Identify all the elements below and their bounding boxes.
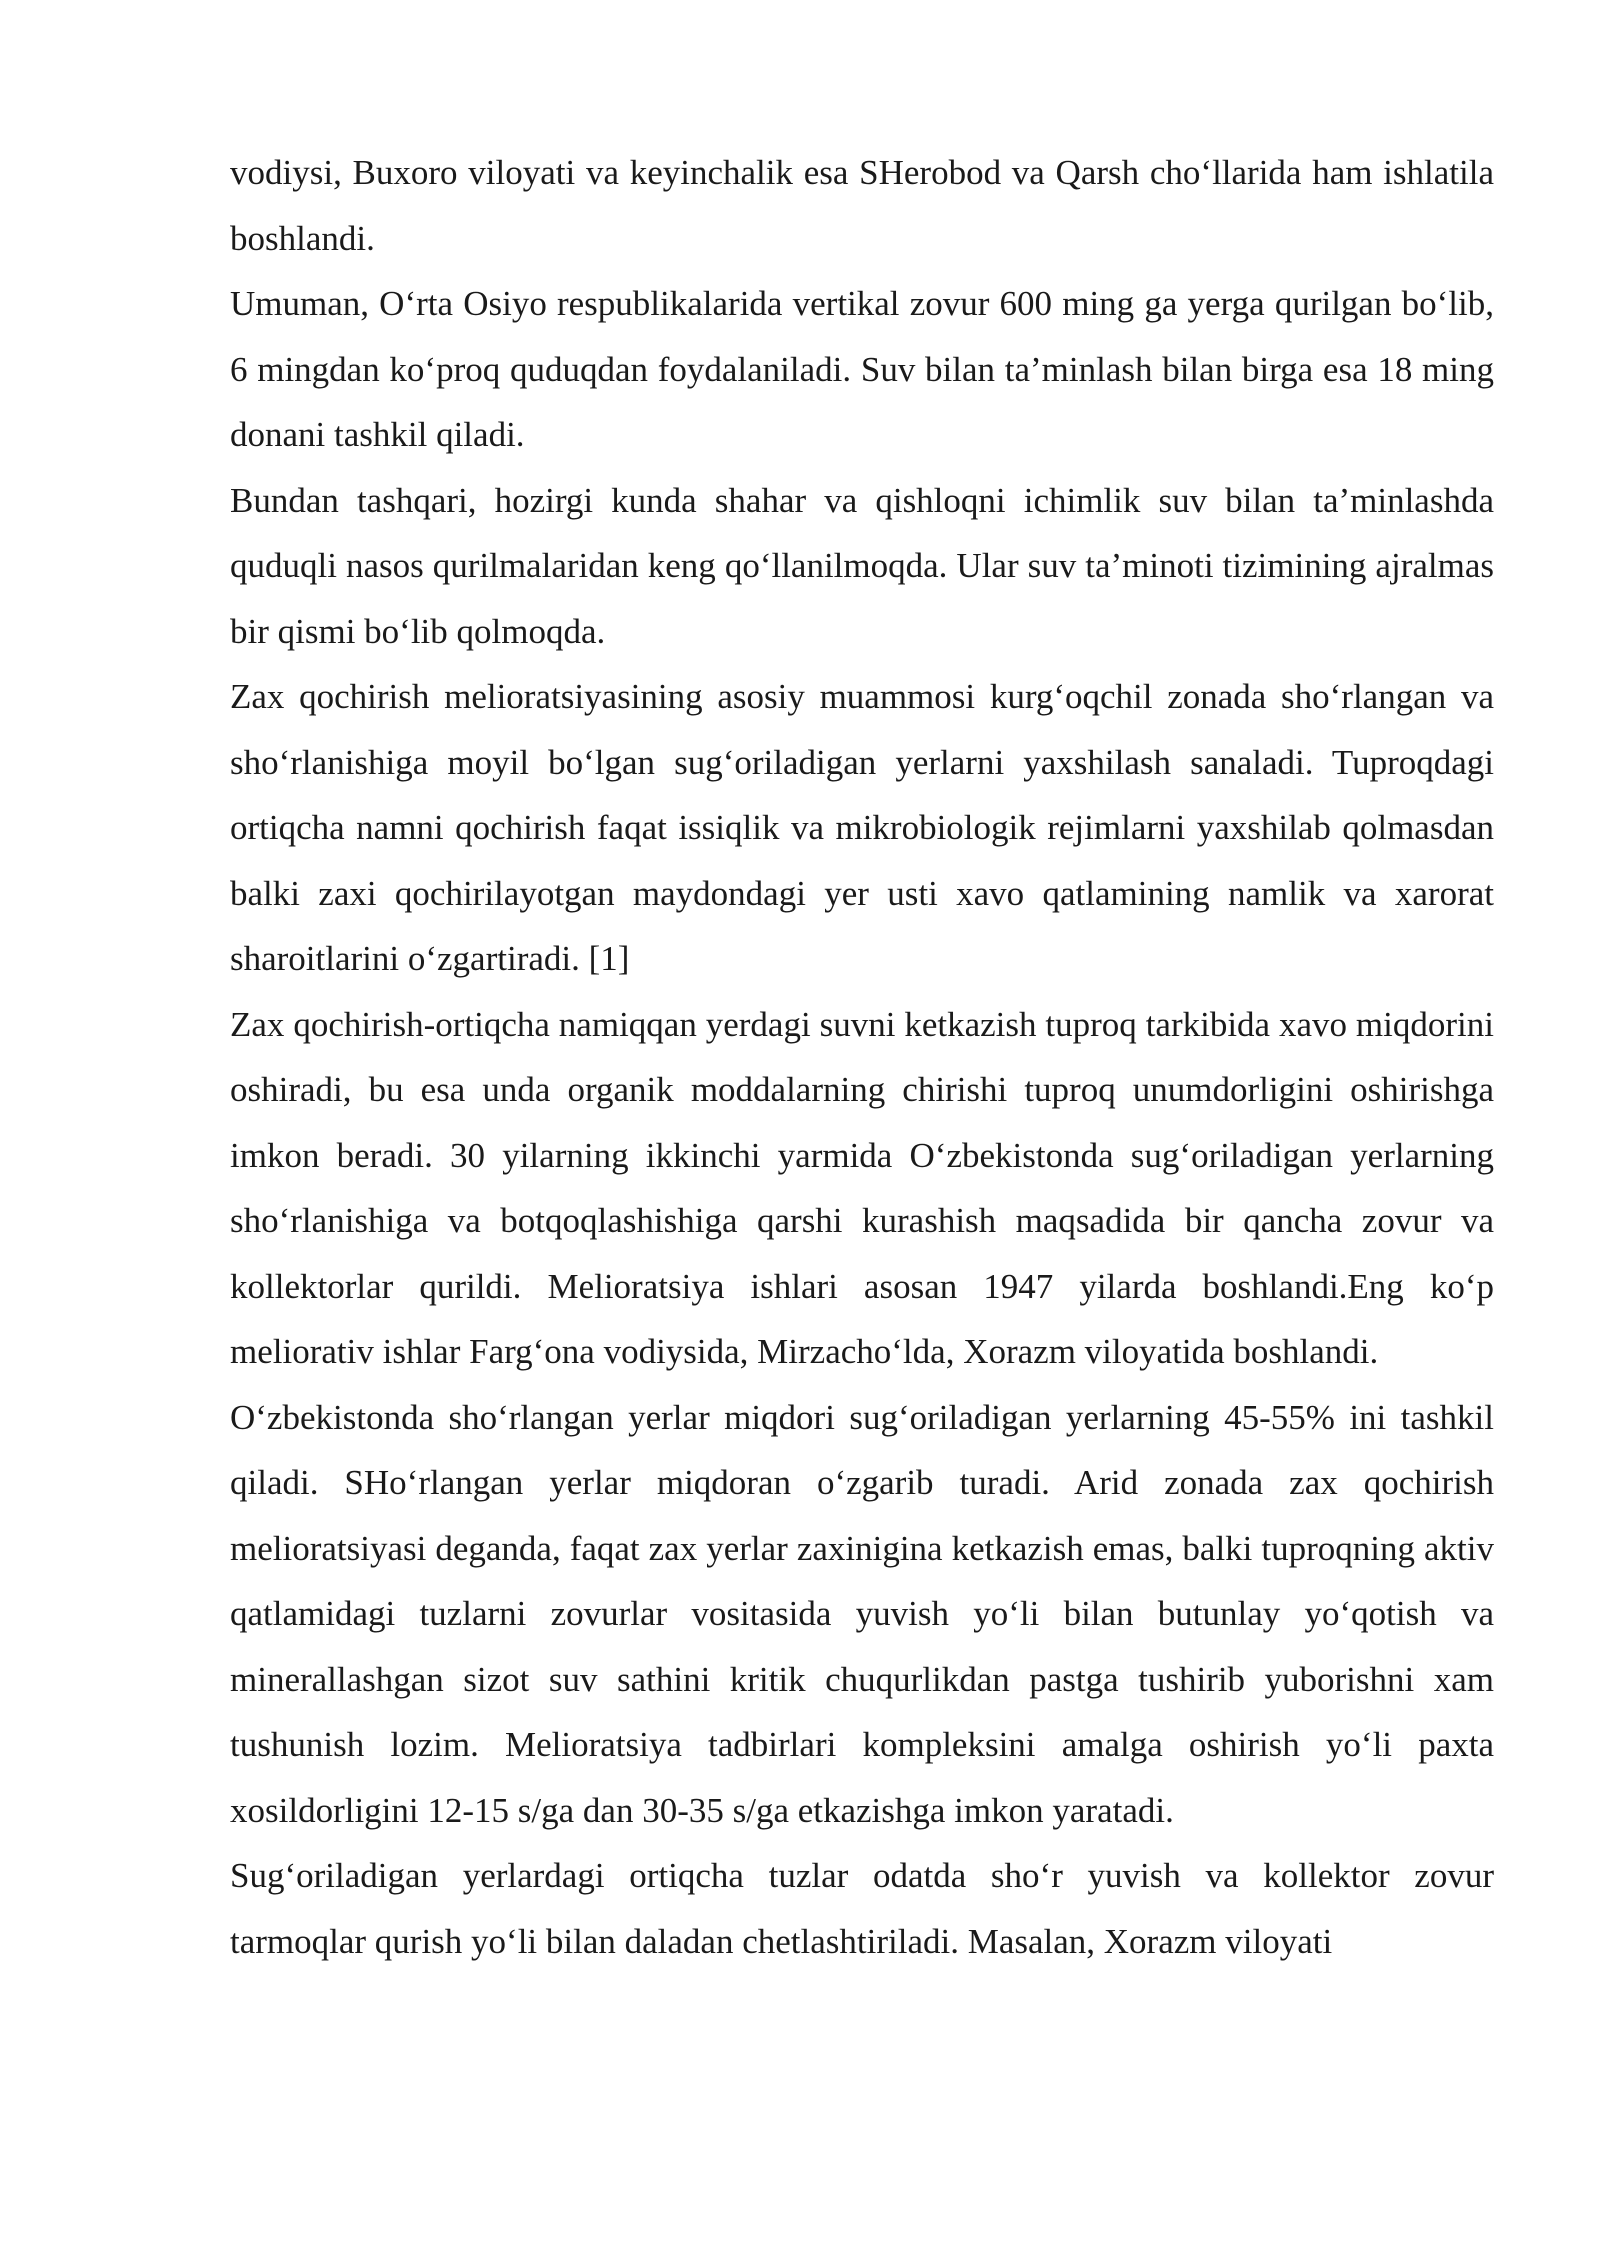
paragraph-7: Sug‘oriladigan yerlardagi ortiqcha tuzlar odatda sho‘r yuvish va kollektor zovur tarmoqlar qurish yo‘li bilan daladan chetlashtiriladi. Masalan, Xorazm viloyati	[230, 1856, 1494, 1961]
document-page	[230, 140, 1494, 1974]
paragraph-2: Umuman, O‘rta Osiyo respublikalarida vertikal zovur 600 ming ga yerga qurilgan bo‘lib, 6 mingdan ko‘proq quduqdan foydalaniladi. Suv bilan ta’minlash bilan birga esa 18 ming donani tashkil qiladi.	[230, 284, 1494, 454]
paragraph-1: vodiysi, Buxoro viloyati va keyinchalik esa SHerobod va Qarsh cho‘llarida ham ishlatila boshlandi.	[230, 153, 1494, 258]
paragraph-4: Zax qochirish melioratsiyasining asosiy muammosi kurg‘oqchil zonada sho‘rlangan va sho‘rlanishiga moyil bo‘lgan sug‘oriladigan yerlarni yaxshilash sanaladi. Tuproqdagi ortiqcha namni qochirish faqat issiqlik va mikrobiologik rejimlarni yaxshilab qolmasdan balki zaxi qochirilayotgan maydondagi yer usti xavo qatlamining namlik va xarorat sharoitlarini o‘zgartiradi. [1]	[230, 677, 1494, 978]
paragraph-6: O‘zbekistonda sho‘rlangan yerlar miqdori sug‘oriladigan yerlarning 45-55% ini tashkil qiladi. SHo‘rlangan yerlar miqdoran o‘zgarib turadi. Arid zonada zax qochirish melioratsiyasi deganda, faqat zax yerlar zaxinigina ketkazish emas, balki tuproqning aktiv qatlamidagi tuzlarni zovurlar vositasida yuvish yo‘li bilan butunlay yo‘qotish va minerallashgan sizot suv sathini kritik chuqurlikdan pastga tushirib yuborishni xam tushunish lozim. Melioratsiya tadbirlari kompleksini amalga oshirish yo‘li paxta xosildorligini 12-15 s/ga dan 30-35 s/ga etkazishga imkon yaratadi.	[230, 1397, 1494, 1830]
paragraph-3: Bundan tashqari, hozirgi kunda shahar va qishloqni ichimlik suv bilan ta’minlashda quduqli nasos qurilmalaridan keng qo‘llanilmoqda. Ular suv ta’minoti tizimining ajralmas bir qismi bo‘lib qolmoqda.	[230, 480, 1494, 651]
paragraph-5: Zax qochirish-ortiqcha namiqqan yerdagi suvni ketkazish tuproq tarkibida xavo miqdorini oshiradi, bu esa unda organik moddalarning chirishi tuproq unumdorligini oshirishga imkon beradi. 30 yilarning ikkinchi yarmida O‘zbekistonda sug‘oriladigan yerlarning sho‘rlanishiga va botqoqlashishiga qarshi kurashish maqsadida bir qancha zovur va kollektorlar qurildi. Melioratsiya ishlari asosan 1947 yilarda boshlandi.Eng ko‘p meliorativ ishlar Farg‘ona vodiysida, Mirzacho‘lda, Xorazm viloyatida boshlandi.	[230, 1004, 1494, 1371]
